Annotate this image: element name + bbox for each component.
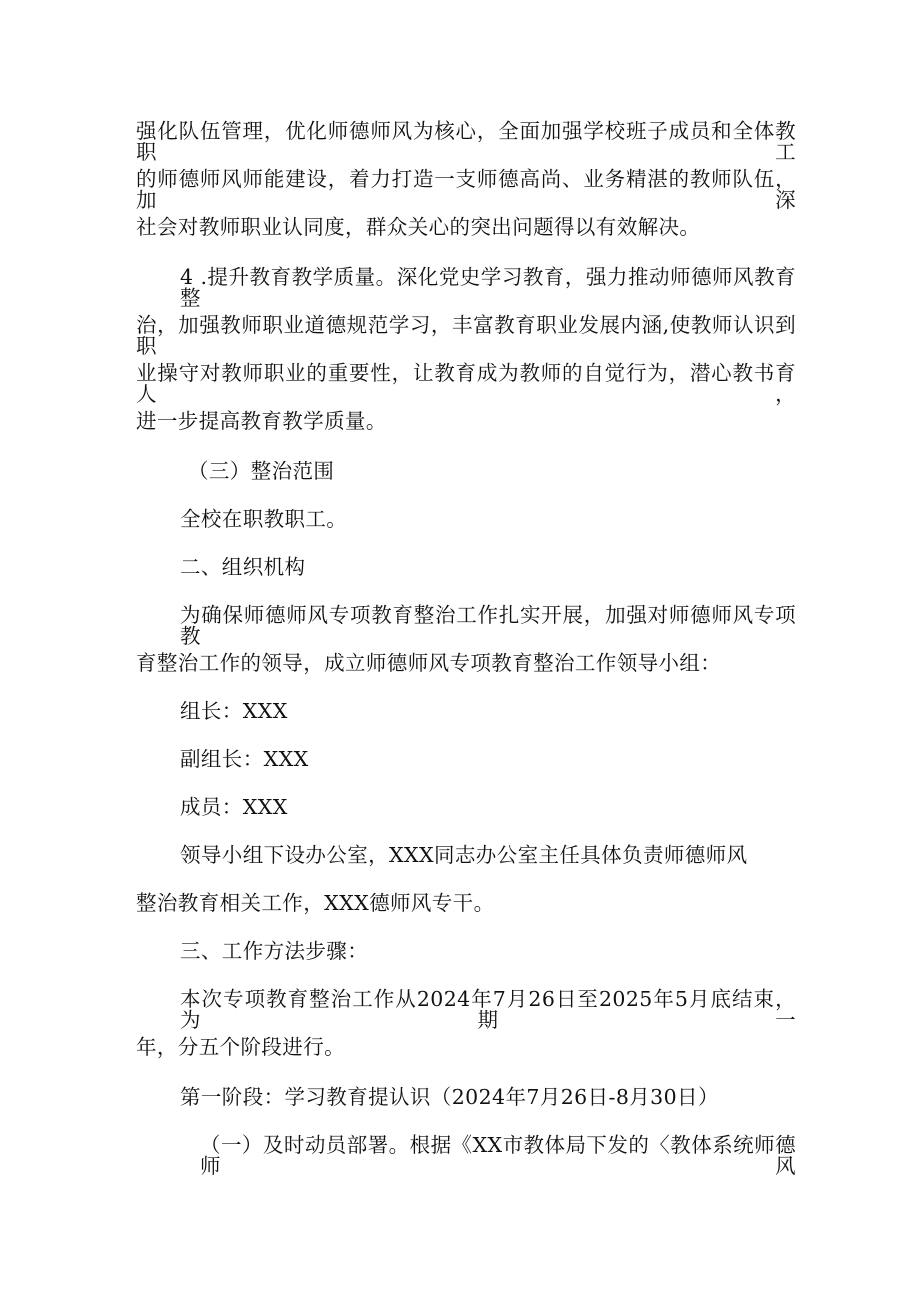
paragraph-2-line-2: 治，加强教师职业道德规范学习，丰富教育职业发展内涵,使教师认识到职 — [136, 313, 796, 358]
leader-line: 组长：XXX — [180, 699, 288, 723]
paragraph-4-line-2: 整治教育相关工作，XXX德师风专干。 — [136, 891, 495, 915]
heading-steps: 三、工作方法步骤： — [180, 939, 369, 963]
paragraph-5-line-2: 年，分五个阶段进行。 — [136, 1035, 345, 1059]
members-line: 成员：XXX — [180, 795, 288, 819]
paragraph-1-line-1: 强化队伍管理，优化师德师风为核心，全面加强学校班子成员和全体教职工 — [136, 119, 796, 164]
paragraph-3-line-2: 育整治工作的领导，成立师德师风专项教育整治工作领导小组： — [136, 651, 722, 675]
stage-1-heading: 第一阶段：学习教育提认识（2024年7月26日-8月30日） — [180, 1085, 719, 1109]
paragraph-1-line-2: 的师德师风师能建设，着力打造一支师德高尚、业务精湛的教师队伍，加深 — [136, 167, 796, 212]
deputy-leader-line: 副组长：XXX — [180, 747, 309, 771]
paragraph-6-line-1: （一）及时动员部署。根据《XX市教体局下发的〈教体系统师德师风 — [200, 1133, 796, 1178]
paragraph-4-line-1: 领导小组下设办公室，XXX同志办公室主任具体负责师德师风 — [180, 843, 748, 867]
heading-scope: （三）整治范围 — [188, 459, 335, 483]
heading-org: 二、组织机构 — [180, 555, 306, 579]
paragraph-2-line-4: 进一步提高教育教学质量。 — [136, 409, 387, 433]
paragraph-2-line-3: 业操守对教师职业的重要性，让教育成为教师的自觉行为，潜心教书育人， — [136, 361, 796, 406]
scope-text: 全校在职教职工。 — [180, 507, 348, 531]
paragraph-3-line-1: 为确保师德师风专项教育整治工作扎实开展，加强对师德师风专项教 — [180, 603, 796, 648]
paragraph-2-line-1: 4 .提升教育教学质量。深化党史学习教育，强力推动师德师风教育整 — [180, 265, 796, 310]
paragraph-5-line-1: 本次专项教育整治工作从2024年7月26日至2025年5月底结束，为期一 — [180, 987, 796, 1032]
paragraph-1-line-3: 社会对教师职业认同度，群众关心的突出问题得以有效解决。 — [136, 215, 701, 239]
